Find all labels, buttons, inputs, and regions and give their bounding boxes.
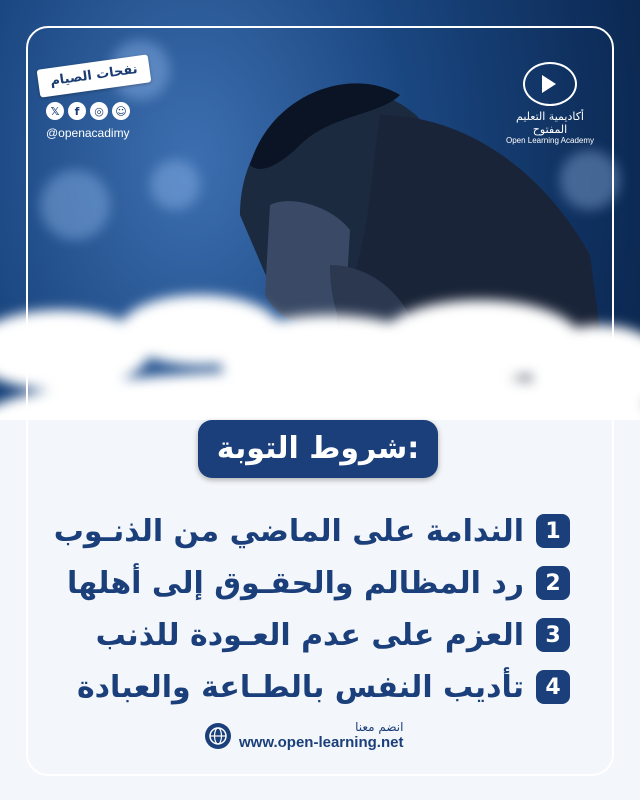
- item-number: 1: [536, 514, 570, 548]
- facebook-icon[interactable]: f: [68, 102, 86, 120]
- instagram-icon[interactable]: ◎: [90, 102, 108, 120]
- snapchat-icon[interactable]: ☺: [112, 102, 130, 120]
- play-logo-icon: [523, 62, 577, 106]
- list-item: [50, 661, 570, 713]
- logo-name-en: Open Learning Academy: [505, 136, 595, 145]
- list-item: [50, 609, 570, 661]
- item-text: رد المظالم والحقـوق إلى أهلها: [67, 565, 524, 601]
- item-text: الندامة على الماضي من الذنـوب: [53, 513, 524, 549]
- join-text: انضم معنا: [355, 720, 404, 734]
- item-number: 3: [536, 618, 570, 652]
- page-title: شروط التوبة:: [198, 420, 438, 478]
- conditions-list: [50, 505, 570, 713]
- item-number: 4: [536, 670, 570, 704]
- list-item: [50, 505, 570, 557]
- item-number: 2: [536, 566, 570, 600]
- item-text: تأديب النفس بالطـاعة والعبادة: [76, 669, 524, 705]
- academy-logo: [500, 62, 600, 145]
- x-icon[interactable]: 𝕏: [46, 102, 64, 120]
- footer: [205, 720, 403, 751]
- website-link[interactable]: www.open-learning.net: [239, 734, 404, 751]
- logo-name-ar: أكاديمية التعليم المفتوح: [516, 110, 584, 136]
- social-handle[interactable]: @openacadimy: [46, 126, 130, 140]
- item-text: العزم على عدم العـودة للذنب: [95, 617, 524, 653]
- social-icons: [46, 102, 130, 120]
- list-item: [50, 557, 570, 609]
- series-tag: نفحات الصيام: [37, 54, 152, 97]
- globe-icon: [205, 723, 231, 749]
